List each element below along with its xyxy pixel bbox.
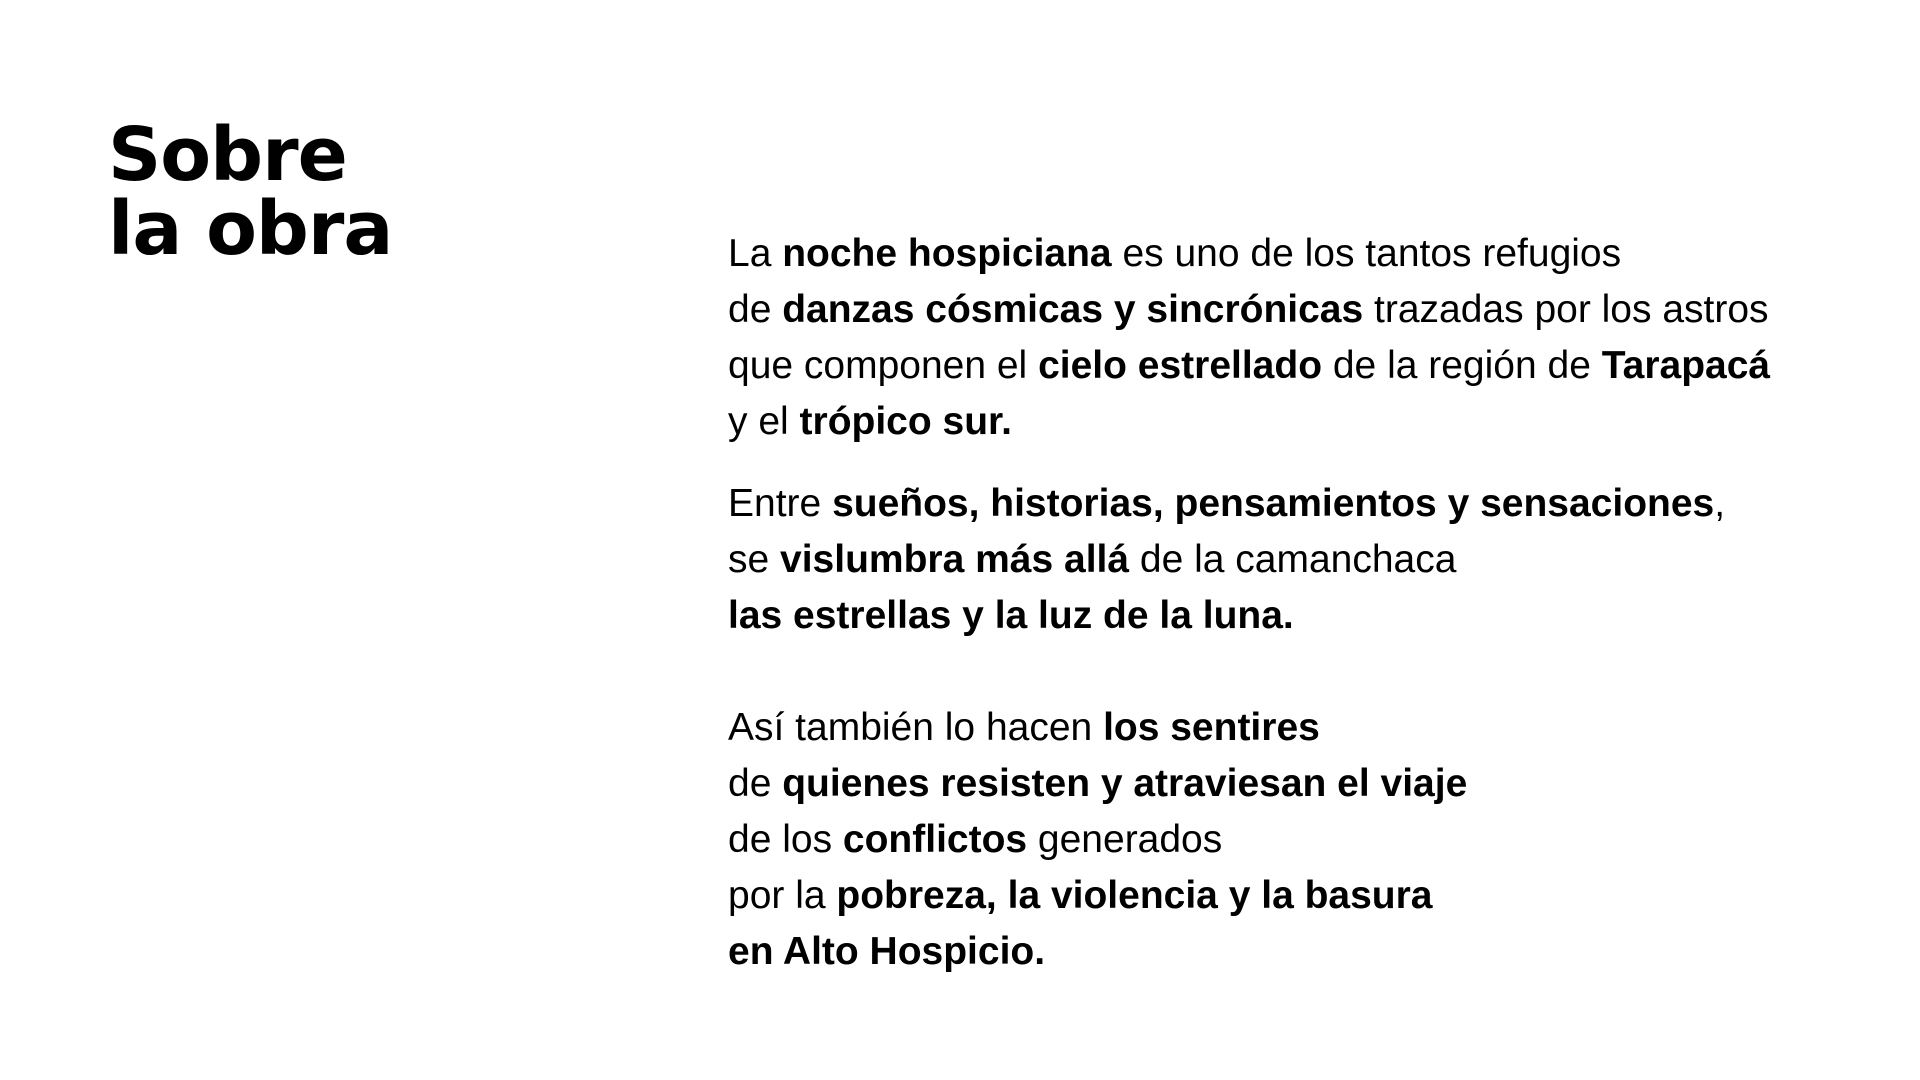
bold-text: quienes resisten y atraviesan el viaje — [782, 762, 1468, 805]
text-line — [728, 868, 1878, 924]
text-segment: de la camanchaca — [1129, 538, 1457, 581]
page-title — [108, 112, 393, 272]
bold-text: danzas cósmicas y sincrónicas — [782, 288, 1364, 331]
bold-text: Tarapacá — [1601, 344, 1771, 387]
bold-text: las estrellas y la luz de la luna. — [728, 594, 1294, 637]
text-segment: , — [1714, 482, 1726, 525]
text-segment: de la región de — [1322, 344, 1602, 387]
text-line — [728, 756, 1878, 812]
text-line — [728, 700, 1878, 756]
title-line-2: la obra — [108, 186, 393, 272]
text-segment: de los — [728, 818, 843, 861]
text-segment: por la — [728, 874, 837, 917]
bold-text: sueños, historias, pensamientos y sensaciones — [832, 482, 1715, 525]
bold-text: conflictos — [842, 818, 1028, 861]
text-line — [728, 532, 1878, 588]
bold-text: pobreza, la violencia y la basura — [836, 874, 1433, 917]
text-segment: Así también lo hacen — [728, 706, 1104, 749]
body-text — [728, 226, 1878, 980]
text-segment: La — [728, 232, 783, 275]
bold-text: noche hospiciana — [782, 232, 1112, 275]
text-line — [728, 588, 1878, 644]
bold-text: en Alto Hospicio. — [728, 930, 1046, 973]
text-line — [728, 226, 1878, 282]
text-segment: es uno de los tantos refugios — [1111, 232, 1622, 275]
bold-text: cielo estrellado — [1038, 344, 1323, 387]
text-segment: de — [728, 762, 783, 805]
text-line — [728, 282, 1878, 338]
text-line — [728, 476, 1878, 532]
text-segment: de — [728, 288, 783, 331]
text-segment: que componen el — [728, 344, 1039, 387]
text-segment: Entre — [728, 482, 833, 525]
paragraph — [728, 700, 1878, 980]
bold-text: los sentires — [1103, 706, 1320, 749]
text-segment: trazadas por los astros — [1363, 288, 1769, 331]
text-segment: y el — [728, 400, 800, 443]
text-segment: generados — [1027, 818, 1223, 861]
paragraph — [728, 226, 1878, 450]
text-line — [728, 812, 1878, 868]
text-line — [728, 924, 1878, 980]
text-line — [728, 394, 1878, 450]
bold-text: vislumbra más allá — [780, 538, 1130, 581]
text-line — [728, 338, 1878, 394]
title-line-1: Sobre — [108, 112, 347, 198]
text-segment: se — [728, 538, 781, 581]
bold-text: trópico sur. — [799, 400, 1012, 443]
paragraph — [728, 476, 1878, 644]
